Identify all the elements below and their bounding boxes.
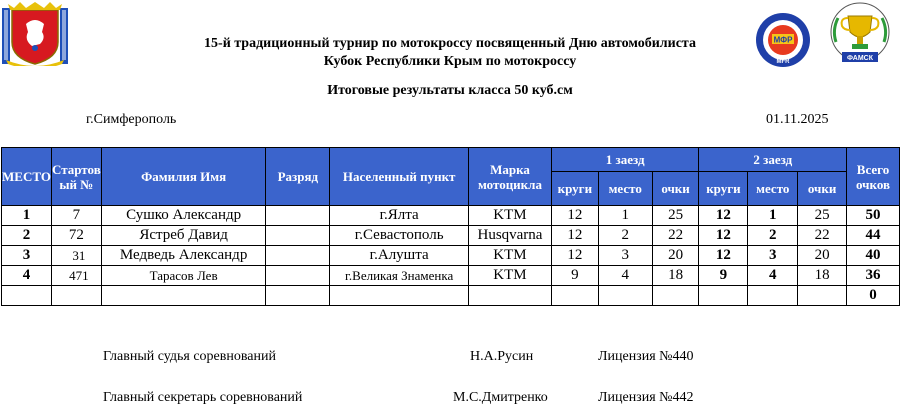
chief-judge-name: Н.А.Русин: [470, 349, 534, 364]
header-race1-laps: круги: [551, 172, 598, 206]
cell-r1-laps: 12: [551, 206, 598, 226]
mfr-logo: [755, 12, 811, 68]
cell-place: 3: [2, 246, 52, 266]
cell-bike: KTM: [469, 266, 552, 286]
cell-r1-pos: 4: [598, 266, 652, 286]
cell-place: [2, 286, 52, 306]
cell-r1-points: 22: [652, 226, 699, 246]
cell-r2-laps: 12: [699, 246, 748, 266]
chief-secretary-license: Лицензия №442: [598, 390, 694, 405]
chief-secretary-name: М.С.Дмитренко: [453, 390, 548, 405]
cell-r2-laps: 12: [699, 226, 748, 246]
header-race2: 2 заезд: [699, 148, 847, 172]
chief-judge-role: Главный судья соревнований: [103, 349, 276, 364]
cell-city: г.Севастополь: [330, 226, 469, 246]
cell-r2-pos: 4: [748, 266, 798, 286]
header-race1-pos: место: [598, 172, 652, 206]
cell-number: 31: [51, 246, 101, 266]
results-table: [1, 147, 900, 306]
chief-secretary-role: Главный секретарь соревнований: [103, 390, 303, 405]
cell-number: [51, 286, 101, 306]
table-row-empty: [2, 286, 900, 306]
cell-r2-points: 20: [798, 246, 847, 266]
cell-city: г.Ялта: [330, 206, 469, 226]
cell-rank: [266, 266, 330, 286]
cell-place: 2: [2, 226, 52, 246]
cell-total: 40: [847, 246, 900, 266]
cell-rank: [266, 206, 330, 226]
chief-judge-license: Лицензия №440: [598, 349, 694, 364]
cell-r2-pos: 1: [748, 206, 798, 226]
table-row: [2, 206, 900, 226]
cell-r2-points: 22: [798, 226, 847, 246]
cell-r1-pos: 2: [598, 226, 652, 246]
header-race1-points: очки: [652, 172, 699, 206]
cell-r1-points: [652, 286, 699, 306]
cell-name: Ястреб Давид: [101, 226, 266, 246]
header-name: Фамилия Имя: [101, 148, 266, 206]
cell-number: 7: [51, 206, 101, 226]
event-date: 01.11.2025: [766, 112, 829, 127]
svg-text:МФР: МФР: [773, 35, 793, 45]
cell-place: 1: [2, 206, 52, 226]
header-place: МЕСТО: [2, 148, 52, 206]
cell-city: г.Великая Знаменка: [330, 266, 469, 286]
event-title: 15-й традиционный турнир по мотокроссу посвященный Дню автомобилиста: [204, 36, 696, 51]
header-race2-pos: место: [748, 172, 798, 206]
cell-city: г.Алушта: [330, 246, 469, 266]
cell-place: 4: [2, 266, 52, 286]
cell-r1-pos: 1: [598, 206, 652, 226]
cell-r1-laps: 9: [551, 266, 598, 286]
cell-r1-points: 18: [652, 266, 699, 286]
header-bike: Марка мотоцикла: [469, 148, 552, 206]
table-row: [2, 226, 900, 246]
header-total: Всего очков: [847, 148, 900, 206]
cell-r2-pos: 2: [748, 226, 798, 246]
cell-r2-laps: [699, 286, 748, 306]
cell-name: Тарасов Лев: [101, 266, 266, 286]
cell-r2-laps: 9: [699, 266, 748, 286]
table-row: [2, 266, 900, 286]
cell-r2-points: 18: [798, 266, 847, 286]
cell-bike: KTM: [469, 206, 552, 226]
cell-r2-points: [798, 286, 847, 306]
cell-r1-pos: [598, 286, 652, 306]
cell-bike: KTM: [469, 246, 552, 266]
cell-number: 72: [51, 226, 101, 246]
famsk-logo: [828, 2, 892, 68]
cell-total: 44: [847, 226, 900, 246]
table-row: [2, 246, 900, 266]
cell-r1-laps: [551, 286, 598, 306]
header-race2-points: очки: [798, 172, 847, 206]
cell-name: [101, 286, 266, 306]
cell-total: 50: [847, 206, 900, 226]
crimea-coat-of-arms-logo: [2, 2, 68, 66]
cell-city: [330, 286, 469, 306]
cell-name: Медведь Александр: [101, 246, 266, 266]
cell-rank: [266, 246, 330, 266]
cell-r2-pos: [748, 286, 798, 306]
header-rank: Разряд: [266, 148, 330, 206]
cell-r1-laps: 12: [551, 246, 598, 266]
cell-total: 0: [847, 286, 900, 306]
cell-name: Сушко Александр: [101, 206, 266, 226]
cell-bike: [469, 286, 552, 306]
cell-r2-points: 25: [798, 206, 847, 226]
cell-r1-laps: 12: [551, 226, 598, 246]
cell-r2-pos: 3: [748, 246, 798, 266]
cell-rank: [266, 226, 330, 246]
event-city: г.Симферополь: [86, 112, 177, 127]
cup-title: Кубок Республики Крым по мотокроссу: [323, 54, 577, 69]
results-title: Итоговые результаты класса 50 куб.см: [327, 83, 573, 98]
header-start-number: Стартовый №: [51, 148, 101, 206]
table-header-row: [2, 148, 900, 172]
header-city: Населенный пункт: [330, 148, 469, 206]
cell-r1-points: 25: [652, 206, 699, 226]
cell-r1-points: 20: [652, 246, 699, 266]
cell-total: 36: [847, 266, 900, 286]
cell-r1-pos: 3: [598, 246, 652, 266]
cell-r2-laps: 12: [699, 206, 748, 226]
mfr-logo-text: MFR: [776, 59, 790, 65]
cell-rank: [266, 286, 330, 306]
cell-bike: Husqvarna: [469, 226, 552, 246]
cell-number: 471: [51, 266, 101, 286]
header-race2-laps: круги: [699, 172, 748, 206]
famsk-logo-text: ФАМСК: [846, 55, 874, 62]
header-race1: 1 заезд: [551, 148, 699, 172]
